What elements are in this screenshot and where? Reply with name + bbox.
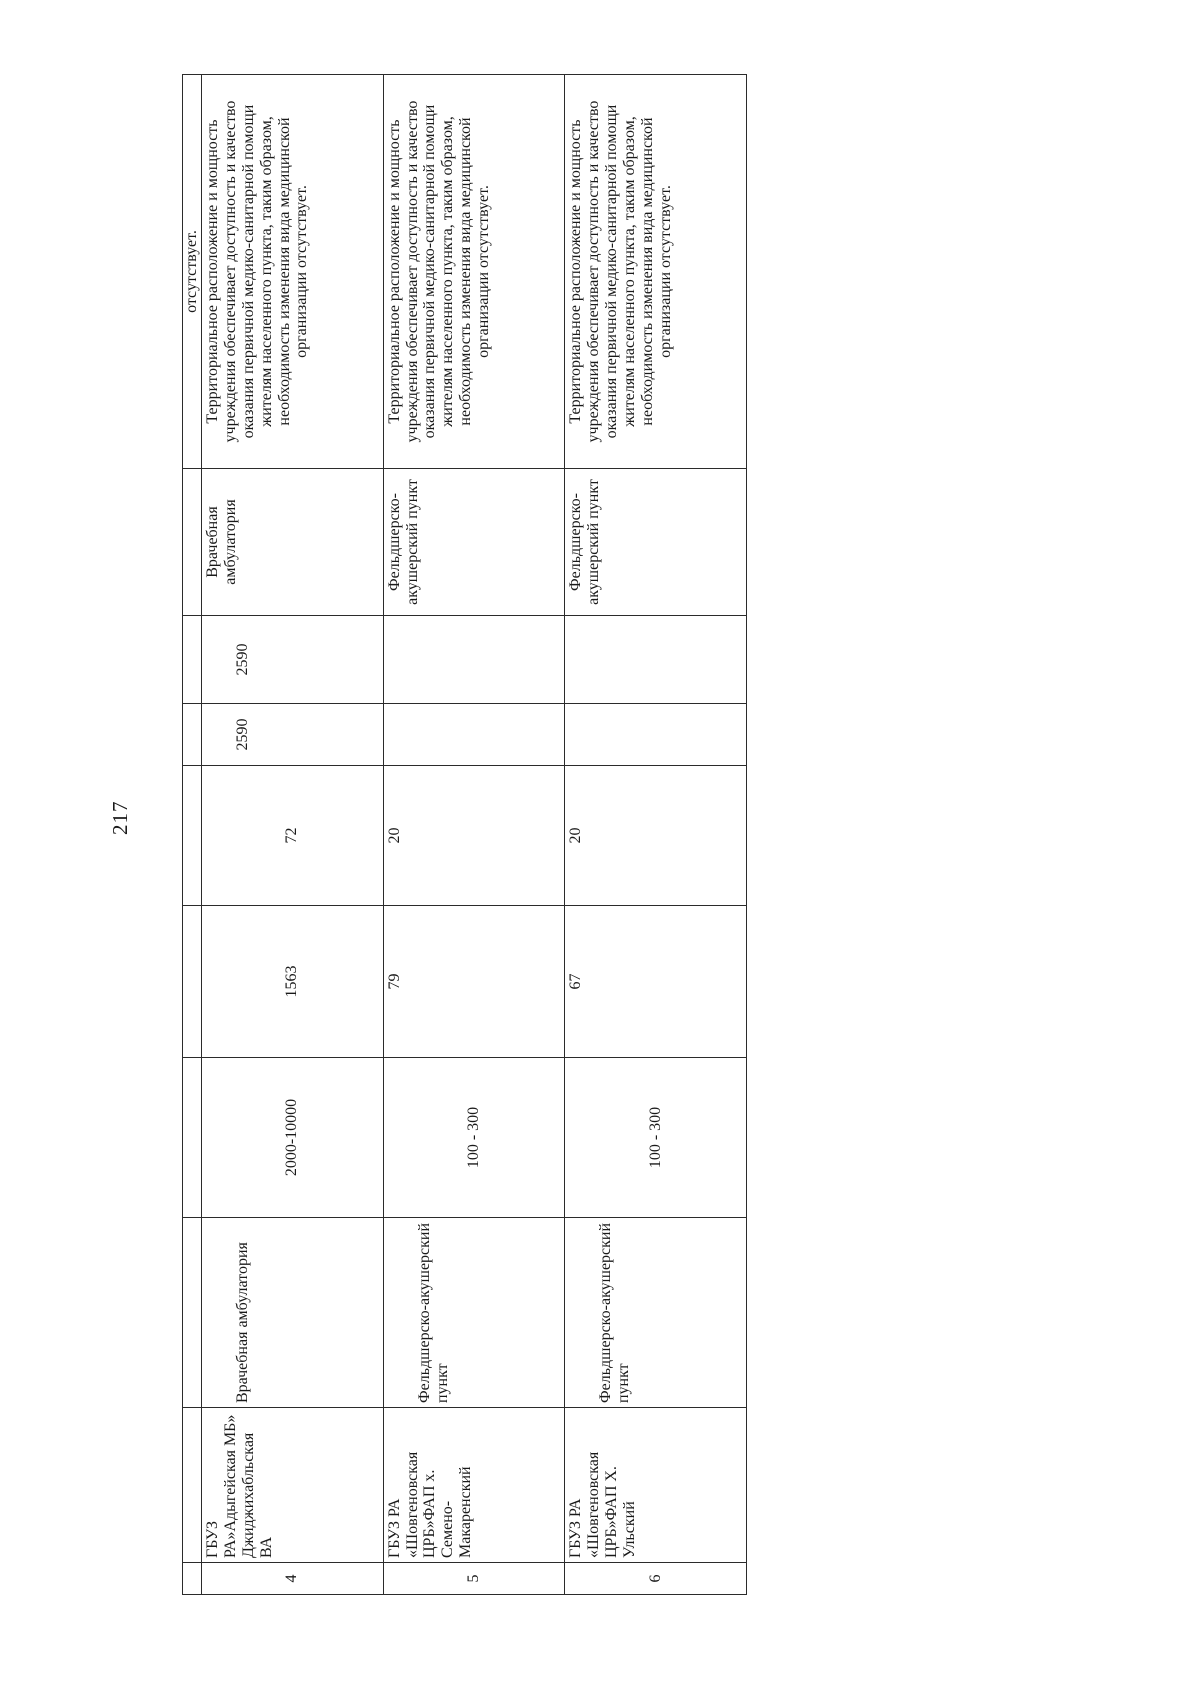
capacity-a-text: 2590 [233,718,251,751]
table-row [383,75,565,1595]
cell-empty [183,906,202,1058]
proposed-type-cell: Фельдшерско-акушерский пункт [383,469,565,616]
population-cell: 79 [383,906,565,1058]
cell-empty [183,704,202,766]
conclusion-cell: Территориальное расположение и мощность учреждения обеспечивает доступность и качество оказания первичной медико-санитарной помощи жителям населенного пункта, таким образом, необходимость изменения вида медицинской организации отсутствует. [383,75,565,469]
cell-empty [183,1408,202,1563]
population-range-cell: 2000-10000 [201,1058,383,1218]
continued-text: отсутствует. [183,75,202,469]
organization-cell: ГБУЗ РА «Шовгеновская ЦРБ»ФАП х. Семено-Макаренский [383,1408,565,1563]
type-cell [201,1218,383,1408]
type-cell [383,1218,565,1408]
distance-cell: 20 [383,766,565,906]
type-text: Фельдшерско-акушерский пункт [597,1222,633,1403]
table-row [201,75,383,1595]
table-row-continuation [183,75,202,1595]
capacity-a-cell [565,704,747,766]
cell-empty [183,469,202,616]
population-cell: 1563 [201,906,383,1058]
cell-empty [183,1058,202,1218]
capacity-a-cell [201,704,383,766]
organization-cell: ГБУЗ РА «Шовгеновская ЦРБ»ФАП Х. Ульский [565,1408,747,1563]
organization-cell: ГБУЗ РА»Адыгейская МБ» Джиджихабльская ВА [201,1408,383,1563]
table-frame [182,75,747,1595]
table-row [565,75,747,1595]
type-text: Фельдшерско-акушерский пункт [415,1222,451,1403]
row-index: 5 [383,1563,565,1595]
capacity-b-text: 2590 [233,643,251,676]
capacity-b-cell [201,616,383,704]
capacity-b-cell [565,616,747,704]
cell-empty [183,766,202,906]
proposed-type-cell: Врачебная амбулатория [201,469,383,616]
capacity-b-cell [383,616,565,704]
population-range-cell: 100 - 300 [383,1058,565,1218]
population-cell: 67 [565,906,747,1058]
type-cell [565,1218,747,1408]
population-range-cell: 100 - 300 [565,1058,747,1218]
distance-cell: 72 [201,766,383,906]
page-number: 217 [108,800,132,835]
cell-empty [183,1218,202,1408]
facilities-table [182,74,747,1595]
distance-cell: 20 [565,766,747,906]
proposed-type-cell: Фельдшерско-акушерский пункт [565,469,747,616]
type-text: Врачебная амбулатория [233,1242,251,1403]
capacity-a-cell [383,704,565,766]
conclusion-cell: Территориальное расположение и мощность учреждения обеспечивает доступность и качество оказания первичной медико-санитарной помощи жителям населенного пункта, таким образом, необходимость изменения вида медицинской организации отсутствует. [201,75,383,469]
row-index: 6 [565,1563,747,1595]
cell-empty [183,616,202,704]
conclusion-cell: Территориальное расположение и мощность учреждения обеспечивает доступность и качество оказания первичной медико-санитарной помощи жителям населенного пункта, таким образом, необходимость изменения вида медицинской организации отсутствует. [565,75,747,469]
cell-empty [183,1563,202,1595]
row-index: 4 [201,1563,383,1595]
